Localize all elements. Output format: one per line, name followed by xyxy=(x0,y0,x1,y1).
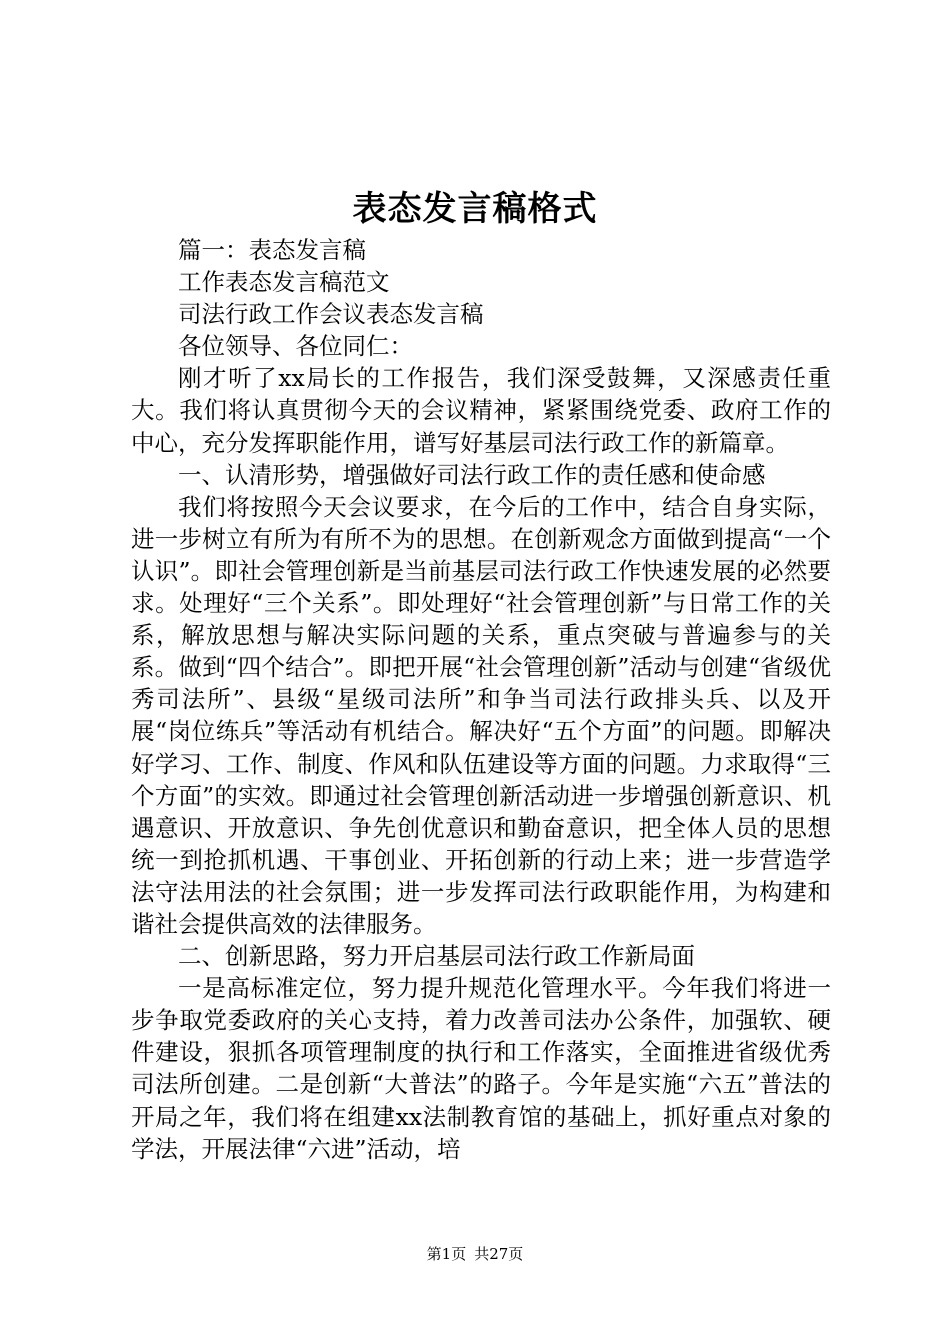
section-heading-1: 一、认清形势，增强做好司法行政工作的责任感和使命感 xyxy=(178,460,766,489)
section-heading: 篇一：表态发言稿 xyxy=(178,236,366,264)
subheading: 工作表态发言稿范文 xyxy=(178,268,390,297)
page-footer xyxy=(0,1244,950,1264)
document-body xyxy=(131,234,831,1165)
body-paragraph: 刚才听了xx局长的工作报告，我们深受鼓舞，又深感责任重大。我们将认真贯彻今天的会议精神，紧紧围绕党委、政府工作的中心，充分发挥职能作用，谱写好基层司法行政工作的新篇章。 xyxy=(131,364,831,457)
speech-title: 司法行政工作会议表态发言稿 xyxy=(178,300,484,329)
body-paragraph: 我们将按照今天会议要求，在今后的工作中，结合自身实际，进一步树立有所为有所不为的思想。在创新观念方面做到提高“一个认识”。即社会管理创新是当前基层司法行政工作快速发展的必然要求。处理好“三个关系”。即处理好“社会管理创新”与日常工作的关系，解放思想与解决实际问题的关系，重点突破与普遍参与的关系。做到“四个结合”。即把开展“社会管理创新”活动与创建“省级优秀司法所”、县级“星级司法所”和争当司法行政排头兵、以及开展“岗位练兵”等活动有机结合。解决好“五个方面”的问题。即解决好学习、工作、制度、作风和队伍建设等方面的问题。力求取得“三个方面”的实效。即通过社会管理创新活动进一步增强创新意识、机遇意识、开放意识、争先创优意识和勤奋意识，把全体人员的思想统一到抢抓机遇、干事创业、开拓创新的行动上来；进一步营造学法守法用法的社会氛围；进一步发挥司法行政职能作用，为构建和谐社会提供高效的法律服务。 xyxy=(131,492,831,938)
document-title: 表态发言稿格式 xyxy=(352,189,598,229)
page-total: 共27页 xyxy=(474,1245,524,1263)
page-number: 第1页 xyxy=(426,1245,467,1263)
salutation: 各位领导、各位同仁： xyxy=(178,332,413,361)
section-heading-2: 二、创新思路，努力开启基层司法行政工作新局面 xyxy=(178,942,695,971)
body-paragraph: 一是高标准定位，努力提升规范化管理水平。今年我们将进一步争取党委政府的关心支持，着力改善司法办公条件，加强软、硬件建设，狠抓各项管理制度的执行和工作落实，全面推进省级优秀司法所创建。二是创新“大普法”的路子。今年是实施“六五”普法的开局之年，我们将在组建xx法制教育馆的基础上，抓好重点对象的学法，开展法律“六进”活动，培 xyxy=(131,974,831,1163)
